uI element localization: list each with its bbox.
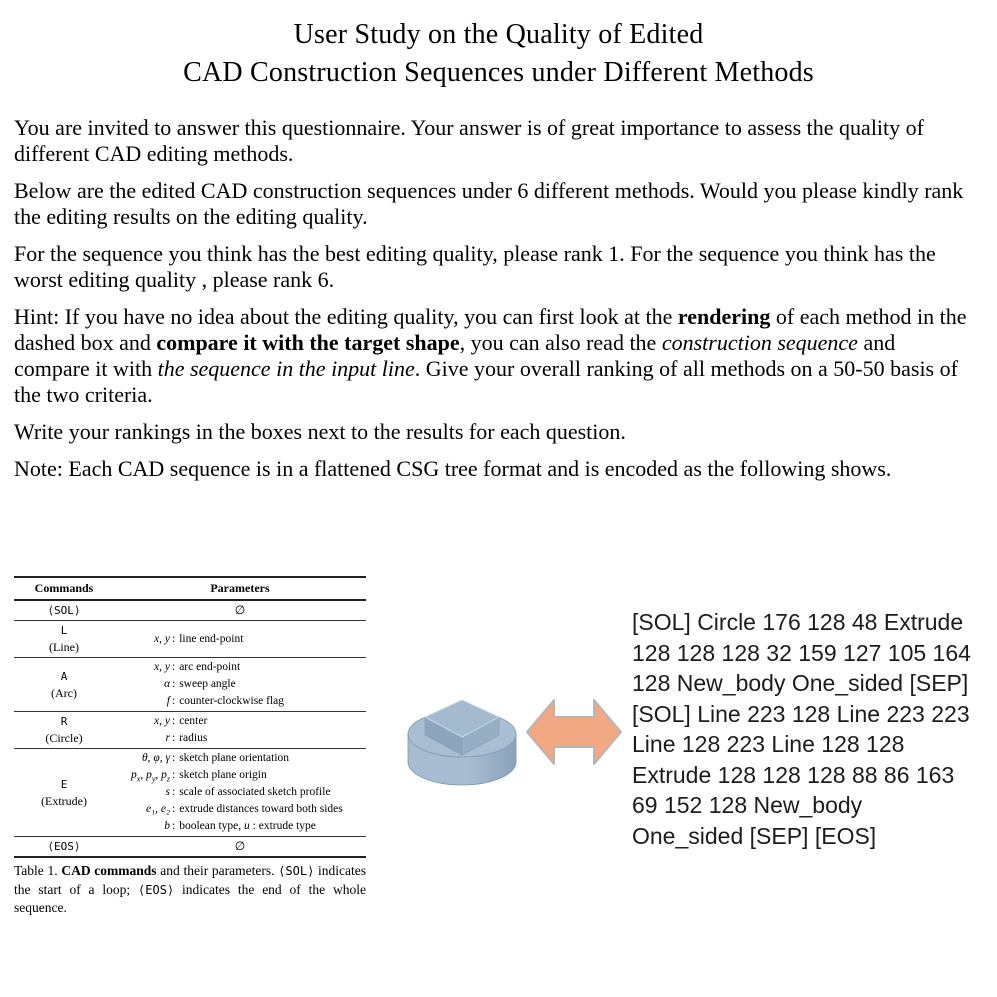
table-row xyxy=(14,601,366,621)
cad-commands-table xyxy=(14,576,366,858)
command-cell: L (Line) xyxy=(49,624,79,654)
table-header-commands: Commands xyxy=(34,581,94,595)
paragraph-5: Write your rankings in the boxes next to the results for each question. xyxy=(14,419,626,444)
parameters-cell: θ, φ, γ : sketch plane orientation $p_x$, $p_y$, $p_z$ : sketch plane origin s : scale of associated sketch profile e₁, e₂ : extrude distances toward both sides b : boolean type, u : extrude type xyxy=(131,752,343,832)
page-title-line2: CAD Construction Sequences under Different Methods xyxy=(183,57,814,88)
cad-shape-rendering xyxy=(402,688,524,790)
table-body xyxy=(14,601,366,856)
instructions xyxy=(14,115,973,482)
code-line: Line 128 223 Line 128 128 xyxy=(632,731,905,757)
page-title-line1: User Study on the Quality of Edited xyxy=(293,19,704,50)
table-caption: Table 1. CAD commands and their parameters. ⟨SOL⟩ indicates the start of a loop; ⟨EOS⟩ indicates the end of the whole sequence. xyxy=(14,863,366,915)
command-cell: ⟨SOL⟩ xyxy=(47,604,81,617)
command-cell: R (Circle) xyxy=(45,715,83,745)
table-row xyxy=(14,621,366,658)
double-arrow-icon xyxy=(526,698,622,766)
paragraph-1: You are invited to answer this questionnaire. Your answer is of great importance to assess the quality of different CAD editing methods. xyxy=(14,115,924,166)
paragraph-2: Below are the edited CAD construction sequences under 6 different methods. Would you please kindly rank the editing results on the editing quality. xyxy=(14,178,964,229)
parameters-cell: x, y : line end-point xyxy=(154,632,244,645)
cad-sequence-text xyxy=(632,607,997,851)
code-line: 69 152 128 New_body xyxy=(632,792,863,818)
command-cell: A (Arc) xyxy=(51,669,77,700)
table-row xyxy=(14,712,366,749)
paragraph-6: Note: Each CAD sequence is in a flattened CSG tree format and is encoded as the following shows. xyxy=(14,456,892,481)
parameters-cell: ∅ xyxy=(234,839,246,853)
code-line: One_sided [SEP] [EOS] xyxy=(632,822,877,849)
table-row xyxy=(14,837,366,856)
parameters-cell: x, y : arc end-point α : sweep angle f : counter-clockwise flag xyxy=(154,661,285,707)
code-line: [SOL] Circle 176 128 48 Extrude xyxy=(632,609,964,635)
cad-commands-table-figure xyxy=(14,576,366,918)
command-cell: ⟨EOS⟩ xyxy=(47,840,81,853)
table-row xyxy=(14,658,366,712)
code-line: 128 New_body One_sided [SEP] xyxy=(632,670,969,696)
parameters-cell: ∅ xyxy=(234,603,246,617)
page-title xyxy=(0,0,997,92)
code-line: 128 128 128 32 159 127 105 164 xyxy=(632,639,971,666)
table-header-parameters: Parameters xyxy=(210,581,270,595)
code-line: Extrude 128 128 128 88 86 163 xyxy=(632,761,955,788)
paragraph-4: Hint: If you have no idea about the editing quality, you can first look at the rendering of each method in the dashed box and compare it with the target shape, you can also read the construction sequence and compare it with the sequence in the input line. Give your overall ranking of all methods on a 50-50 basis of the two criteria. xyxy=(14,304,967,407)
table-row xyxy=(14,749,366,837)
paragraph-3: For the sequence you think has the best editing quality, please rank 1. For the sequence you think has the worst editing quality , please rank 6. xyxy=(14,241,936,292)
parameters-cell: x, y : center r : radius xyxy=(154,715,208,744)
command-cell: E (Extrude) xyxy=(41,777,87,808)
table-header-row xyxy=(14,578,366,601)
code-line: [SOL] Line 223 128 Line 223 223 xyxy=(632,700,970,727)
